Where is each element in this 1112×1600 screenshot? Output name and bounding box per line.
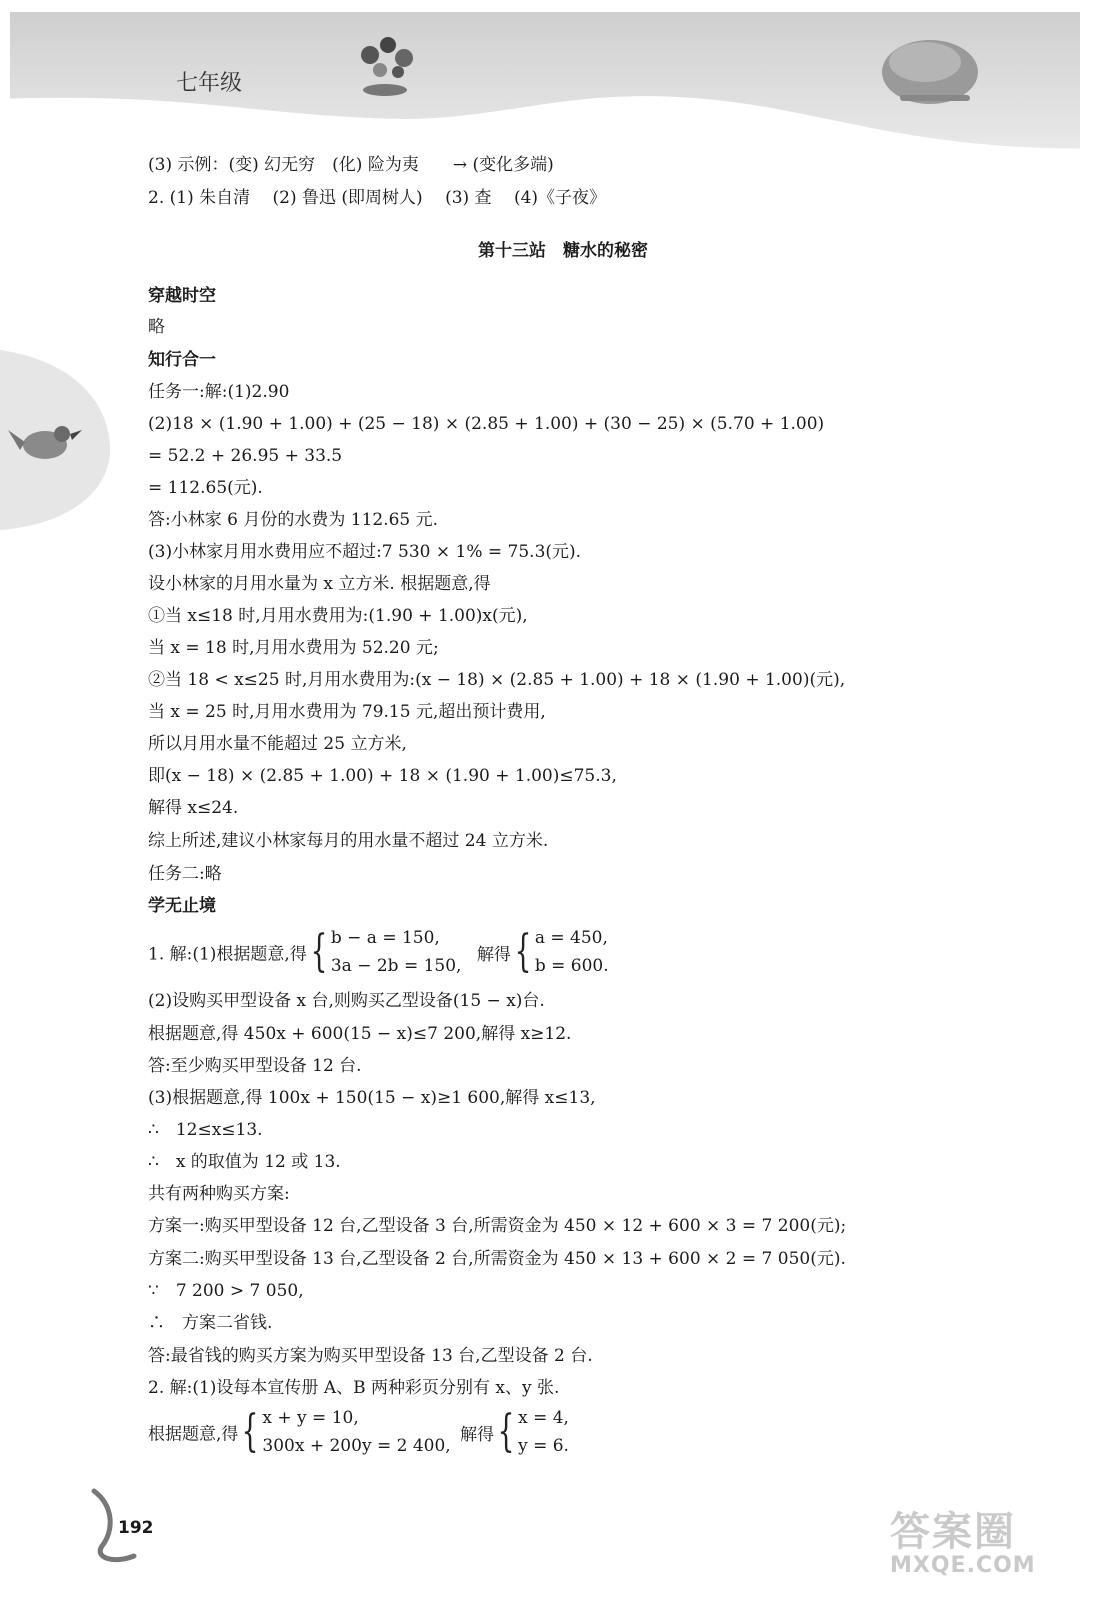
header-banner — [0, 0, 1112, 150]
text-line: 答:最省钱的购买方案为购买甲型设备 13 台,乙型设备 2 台. — [148, 1346, 593, 1366]
text-line: (3)小林家月用水费用应不超过:7 530 × 1% = 75.3(元). — [148, 542, 582, 562]
equation-prefix: 根据题意,得 — [148, 1424, 239, 1445]
section-title: 第十三站 糖水的秘密 — [478, 241, 648, 261]
equation-mid: 解得 — [476, 944, 511, 965]
equation: b − a = 150, — [330, 928, 440, 948]
text-line: 解得 x≤24. — [148, 798, 239, 818]
grade-label: 七年级 — [176, 71, 243, 96]
equation: x + y = 10, — [262, 1408, 359, 1428]
equation-system: 1. 解:(1)根据题意,得{ b − a = 150, 3a − 2b = 150, 解得{ a = 450, b = 600. — [148, 926, 609, 977]
text-line: 当 x = 18 时,月用水费用为 52.20 元; — [148, 638, 439, 658]
bird-icon — [0, 350, 110, 530]
text-line: 任务一:解:(1)2.90 — [148, 382, 290, 402]
text-line: 综上所述,建议小林家每月的用水量不超过 24 立方米. — [148, 831, 549, 851]
subheading: 知行合一 — [148, 350, 216, 370]
text-line: 设小林家的月用水量为 x 立方米. 根据题意,得 — [148, 574, 491, 594]
text-line: ∴ 12≤x≤13. — [148, 1120, 263, 1140]
text-line: = 112.65(元). — [148, 478, 263, 498]
text-line: ∴ 方案二省钱. — [148, 1313, 273, 1333]
text-line: 答:至少购买甲型设备 12 台. — [148, 1056, 362, 1076]
text-line: 方案一:购买甲型设备 12 台,乙型设备 3 台,所需资金为 450 × 12 + 600 × 3 = 7 200(元); — [148, 1216, 847, 1236]
equation-system: 根据题意,得{ x + y = 10, 300x + 200y = 2 400, 解得{ x = 4, y = 6. — [148, 1406, 569, 1457]
text-line: ②当 18 < x≤25 时,月用水费用为:(x − 18) × (2.85 + 1.00) + 18 × (1.90 + 1.00)(元), — [148, 670, 846, 690]
watermark-url: MXQE.COM — [890, 1553, 1036, 1578]
solution: y = 6. — [518, 1436, 569, 1456]
solution: a = 450, — [534, 928, 608, 948]
text-line: ∵ 7 200 > 7 050, — [148, 1281, 304, 1301]
text-line: 所以月用水量不能超过 25 立方米, — [148, 734, 407, 754]
text-line: (3) 示例：(变) 幻无穷 (化) 险为夷 → (变化多端) — [148, 155, 554, 175]
equation: 3a − 2b = 150, — [330, 956, 462, 976]
text-line: = 52.2 + 26.95 + 33.5 — [148, 446, 343, 466]
text-line: (2)设购买甲型设备 x 台,则购买乙型设备(15 − x)台. — [148, 991, 545, 1011]
equation-mid: 解得 — [460, 1424, 495, 1445]
text-line: (2)18 × (1.90 + 1.00) + (25 − 18) × (2.85 + 1.00) + (30 − 25) × (5.70 + 1.00) — [148, 414, 825, 434]
subheading: 穿越时空 — [148, 286, 216, 306]
text-line: 根据题意,得 450x + 600(15 − x)≤7 200,解得 x≥12. — [148, 1024, 572, 1044]
text-line: ∴ x 的取值为 12 或 13. — [148, 1152, 341, 1172]
text-line: 共有两种购买方案: — [148, 1184, 290, 1204]
page-number: 192 — [118, 1518, 154, 1538]
text-line: 当 x = 25 时,月用水费用为 79.15 元,超出预计费用, — [148, 702, 546, 722]
watermark-title: 答案圈 — [890, 1509, 1016, 1555]
text-line: 2. (1) 朱自清 (2) 鲁迅 (即周树人) (3) 查 (4)《子夜》 — [148, 188, 607, 208]
text-line: 任务二:略 — [148, 864, 222, 884]
watermark — [890, 1500, 1036, 1578]
solution: b = 600. — [534, 956, 609, 976]
text-line: 2. 解:(1)设每本宣传册 A、B 两种彩页分别有 x、y 张. — [148, 1378, 560, 1398]
solution: x = 4, — [518, 1408, 569, 1428]
subheading: 学无止境 — [148, 896, 216, 916]
cloud-house-icon — [882, 40, 978, 104]
text-line: 即(x − 18) × (2.85 + 1.00) + 18 × (1.90 + 1.00)≤75.3, — [148, 766, 617, 786]
text-line: (3)根据题意,得 100x + 150(15 − x)≥1 600,解得 x≤13, — [148, 1088, 596, 1108]
text-line: ①当 x≤18 时,月用水费用为:(1.90 + 1.00)x(元), — [148, 606, 528, 626]
text-line: 略 — [148, 317, 165, 337]
text-line: 答:小林家 6 月份的水费为 112.65 元. — [148, 510, 439, 530]
equation: 300x + 200y = 2 400, — [262, 1436, 451, 1456]
text-line: 方案二:购买甲型设备 13 台,乙型设备 2 台,所需资金为 450 × 13 + 600 × 2 = 7 050(元). — [148, 1249, 846, 1269]
equation-prefix: 1. 解:(1)根据题意,得 — [148, 944, 307, 965]
